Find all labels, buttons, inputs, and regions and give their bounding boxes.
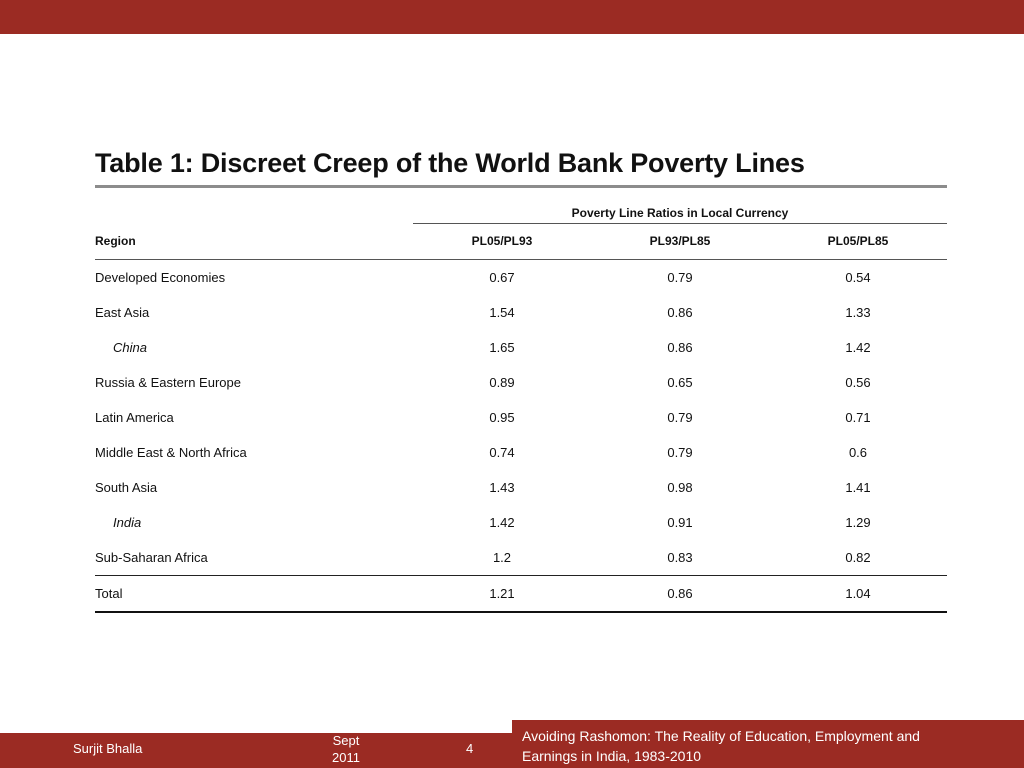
- footer-page-number: 4: [466, 741, 474, 756]
- value-cell: 0.86: [667, 305, 693, 320]
- slide-title: Table 1: Discreet Creep of the World Bank Poverty Lines: [95, 148, 805, 178]
- region-cell: Developed Economies: [95, 270, 226, 285]
- value-cell: 0.71: [845, 410, 871, 425]
- value-cell: 0.89: [489, 375, 515, 390]
- table-row: [95, 505, 947, 540]
- region-cell: Russia & Eastern Europe: [95, 375, 241, 390]
- value-cell: 1.29: [845, 515, 871, 530]
- footer-date-month: Sept: [332, 733, 360, 748]
- column-header-pl05-pl93: PL05/PL93: [471, 234, 533, 248]
- table-row: [95, 330, 947, 365]
- value-cell: 1.42: [489, 515, 515, 530]
- region-cell: Sub-Saharan Africa: [95, 550, 208, 565]
- region-cell: Middle East & North Africa: [95, 445, 247, 460]
- table-row: [95, 540, 947, 576]
- footer-date: [327, 732, 365, 766]
- value-cell: 1.21: [489, 586, 515, 601]
- value-cell: 0.82: [845, 550, 871, 565]
- column-header-pl05-pl85: PL05/PL85: [827, 234, 889, 248]
- table-group-header-row: [95, 190, 947, 224]
- footer-author: Surjit Bhalla: [73, 741, 143, 756]
- table-row: [95, 260, 947, 295]
- value-cell: 0.91: [667, 515, 693, 530]
- footer-caption: Avoiding Rashomon: The Reality of Education, Employment and Earnings in India, 1983-2010: [522, 728, 920, 764]
- value-cell: 0.54: [845, 270, 871, 285]
- value-cell: 1.65: [489, 340, 515, 355]
- poverty-lines-table: [95, 190, 947, 613]
- value-cell: 1.43: [489, 480, 515, 495]
- value-cell: 0.86: [667, 586, 693, 601]
- column-header-pl93-pl85: PL93/PL85: [649, 234, 711, 248]
- value-cell: 0.74: [489, 445, 515, 460]
- value-cell: 1.33: [845, 305, 871, 320]
- value-cell: 0.79: [667, 270, 693, 285]
- table-row: [95, 400, 947, 435]
- table-total-row: [95, 576, 947, 613]
- region-cell: East Asia: [95, 305, 150, 320]
- subregion-cell: India: [113, 515, 142, 530]
- value-cell: 1.42: [845, 340, 871, 355]
- value-cell: 0.67: [489, 270, 515, 285]
- value-cell: 1.2: [492, 550, 512, 565]
- value-cell: 0.56: [845, 375, 871, 390]
- value-cell: 0.79: [667, 410, 693, 425]
- subregion-cell: China: [113, 340, 147, 355]
- value-cell: 0.65: [667, 375, 693, 390]
- region-cell: Total: [95, 586, 123, 601]
- footer-date-year: 2011: [332, 750, 360, 765]
- value-cell: 1.41: [845, 480, 871, 495]
- table-header-row: [95, 224, 947, 260]
- table-row: [95, 295, 947, 330]
- table-row: [95, 365, 947, 400]
- group-header-label: Poverty Line Ratios in Local Currency: [571, 206, 789, 220]
- region-cell: Latin America: [95, 410, 174, 425]
- region-cell: South Asia: [95, 480, 158, 495]
- value-cell: 0.83: [667, 550, 693, 565]
- column-header-region: Region: [95, 234, 136, 248]
- footer-caption-box: [512, 718, 1024, 768]
- value-cell: 1.04: [845, 586, 871, 601]
- value-cell: 0.6: [848, 445, 868, 460]
- value-cell: 0.98: [667, 480, 693, 495]
- top-accent-bar: [0, 0, 1024, 34]
- value-cell: 1.54: [489, 305, 515, 320]
- value-cell: 0.79: [667, 445, 693, 460]
- value-cell: 0.95: [489, 410, 515, 425]
- value-cell: 0.86: [667, 340, 693, 355]
- table-row: [95, 470, 947, 505]
- title-underline: [95, 185, 947, 188]
- table-row: [95, 435, 947, 470]
